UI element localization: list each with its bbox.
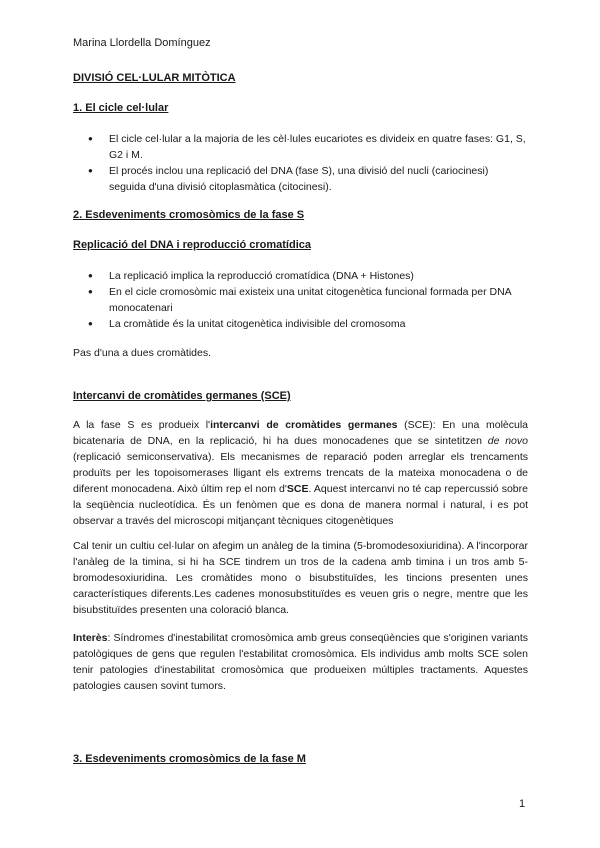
list-item: ● La replicació implica la reproducció cromatídica (DNA + Histones) — [73, 268, 528, 284]
document-title: DIVISIÓ CEL·LULAR MITÒTICA — [73, 72, 236, 84]
sce-abbrev-bold: SCE — [286, 483, 309, 495]
de-novo-italic: de novo — [487, 435, 528, 447]
section1-bullet-list — [73, 131, 528, 195]
list-item: ● La cromàtide és la unitat citogenètica indivisible del cromosoma — [73, 316, 528, 332]
section3-heading: 3. Esdeveniments cromosòmics de la fase M — [73, 753, 306, 765]
subsection-replication-heading: Replicació del DNA i reproducció cromatídica — [73, 239, 311, 251]
list-item: ● En el cicle cromosòmic mai existeix una unitat citogenètica funcional formada per DNA monocatenari — [73, 284, 528, 316]
section1-heading: 1. El cicle cel·lular — [73, 102, 169, 114]
list-item: ● El cicle cel·lular a la majoria de les cèl·lules eucariotes es divideix en quatre fases: G1, S, G2 i M. — [73, 131, 528, 163]
interest-label: Interès — [73, 632, 108, 644]
section2-heading: 2. Esdeveniments cromosòmics de la fase S — [73, 209, 305, 221]
sce-paragraph-1: A la fase S es produeix l'intercanvi de cromàtides germanes (SCE): En una molècula bicatenaria de DNA, en la replicació, hi ha dues monocadenes que se sintetitzen de novo (replicació semiconservativa). Els mecanismes de reparació poden arreglar els trencaments produïts per les topoisomerases lligant els extrems trencats de la mateixa monocadena o de diferent monocadena. Això últim rep el nom d'SCE. Aquest intercanvi no té cap repercussió sobre la seqüència nucleotídica. És un fenòmen que es dona de manera normal i natural, i es pot observar a través del microscopi mitjançant tècniques citogenètiques — [73, 419, 528, 527]
replication-note: Pas d'una a dues cromàtides. — [73, 347, 212, 359]
replication-bullet-list — [73, 268, 528, 332]
sce-paragraph-3: Interès: Síndromes d'inestabilitat cromosòmica amb greus conseqüències que s'originen variants patològiques de gens que regulen l'estabilitat cromosòmica. Els individus amb molts SCE solen tenir patologies d'inestabilitat cromosòmica que produeixen múltiples tractaments. Aquestes patologies causen sovint tumors. — [73, 632, 528, 692]
page-number: 1 — [519, 798, 526, 810]
list-item: ● El procés inclou una replicació del DNA (fase S), una divisió del nucli (cariocinesi) seguida d'una divisió citoplasmàtica (citocinesi). — [73, 163, 528, 195]
sce-term-bold: intercanvi de cromàtides germanes — [210, 419, 398, 431]
sce-paragraph-2: Cal tenir un cultiu cel·lular on afegim un anàleg de la timina (5-bromodesoxiuridina). A l'incorporar l'anàleg de la timina, si hi ha SCE tindrem un tros de la cadena amb timina i un tros amb 5-bromodesoxiuridina. Les cromàtides mono o bisubstituïdes, les tincions presenten unes característiques diferents.Les cadenes monosubstituïdes es veuen gris o negre, mentre que les bisubstituïdes presenten una coloració blanca. — [73, 540, 528, 616]
header-author: Marina Llordella Domínguez — [73, 37, 211, 49]
subsection-sce-heading: Intercanvi de cromàtides germanes (SCE) — [73, 390, 291, 402]
